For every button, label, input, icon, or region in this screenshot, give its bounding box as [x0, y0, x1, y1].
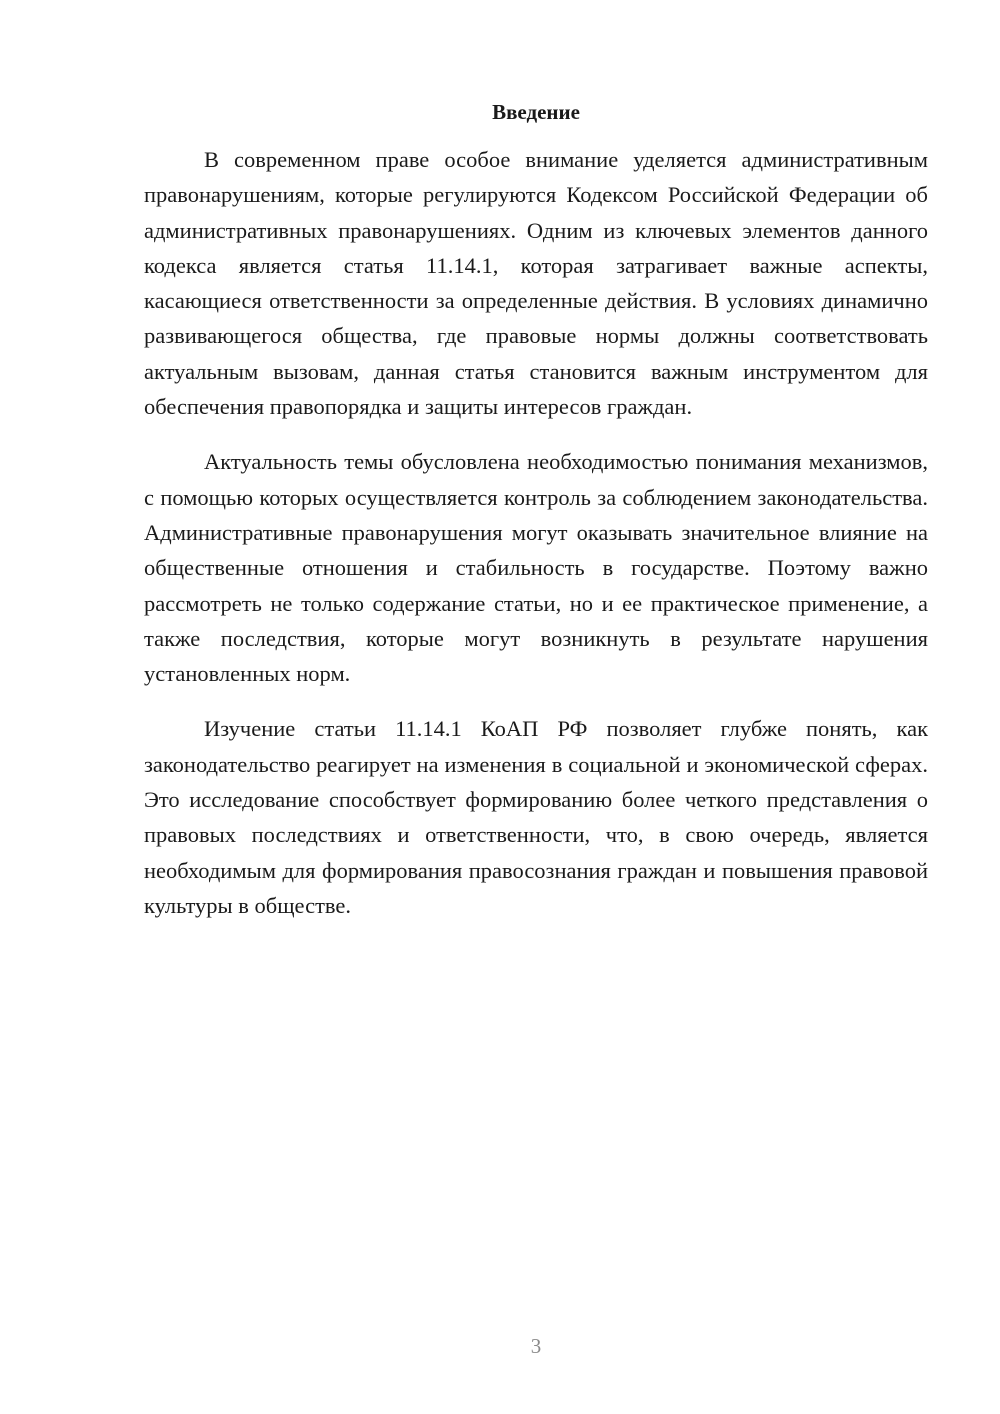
paragraph-3: Изучение статьи 11.14.1 КоАП РФ позволяет глубже понять, как законодательство реагирует на изменения в социальной и экономической сферах. Это исследование способствует формированию более четкого представления о правовых последствиях и ответственности, что, в свою очередь, является необходимым для формирования правосознания граждан и повышения правовой культуры в обществе. [144, 716, 928, 918]
paragraph-2: Актуальность темы обусловлена необходимостью понимания механизмов, с помощью которых осуществляется контроль за соблюдением законодательства. Административные правонарушения могут оказывать значительное влияние на общественные отношения и стабильность в государстве. Поэтому важно рассмотреть не только содержание статьи, но и ее практическое применение, а также последствия, которые могут возникнуть в результате нарушения установленных норм. [144, 449, 928, 687]
body-text [144, 142, 928, 943]
page-number: 3 [530, 1334, 542, 1358]
paragraph-1: В современном праве особое внимание уделяется административным правонарушениям, которые регулируются Кодексом Российской Федерации об административных правонарушениях. Одним из ключевых элементов данного кодекса является статья 11.14.1, которая затрагивает важные аспекты, касающиеся ответственности за определенные действия. В условиях динамично развивающегося общества, где правовые нормы должны соответствовать актуальным вызовам, данная статья становится важным инструментом для обеспечения правопорядка и защиты интересов граждан. [144, 147, 928, 420]
section-heading: Введение [492, 100, 580, 124]
